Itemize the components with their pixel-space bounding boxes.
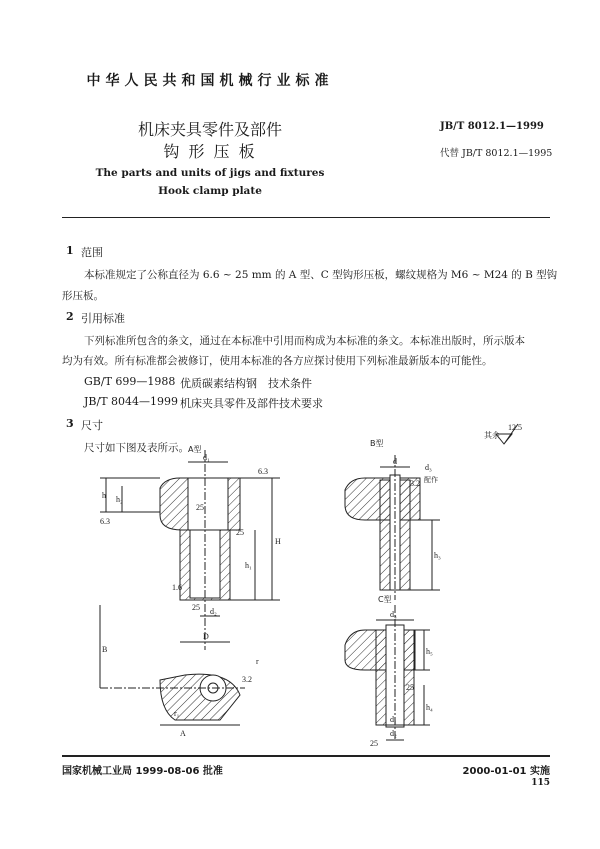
dim-d2-c: d₂ xyxy=(390,729,397,738)
technical-drawing xyxy=(0,420,600,750)
section-1-title: 范围 xyxy=(81,246,103,259)
dim-d4: d₄ xyxy=(390,610,397,619)
type-c-view xyxy=(345,605,430,740)
section-2-body: 下列标准所包含的条文，通过在本标准中引用而构成为本标准的条文。本标准出版时，所示版本 xyxy=(84,335,525,347)
roughness-25a: 25 xyxy=(196,503,204,512)
type-a-plan-view xyxy=(100,605,245,725)
dim-D: D xyxy=(203,632,209,641)
type-a-front-view xyxy=(100,450,280,650)
roughness-63b: 6.3 xyxy=(100,517,110,526)
roughness-63a: 6.3 xyxy=(258,467,268,476)
section-2-title: 引用标准 xyxy=(81,312,125,325)
approval-info: 国家机械工业局 1999-08-06 批准 xyxy=(62,766,223,777)
section-2-body-cont: 均为有效。所有标准都会被修订，使用本标准的各方应探讨使用下列标准最新版本的可能性。 xyxy=(62,355,493,367)
dim-h1: h₁ xyxy=(245,561,252,570)
dim-B: B xyxy=(102,645,108,654)
replaces-standard: 代替 JB/T 8012.1—1995 xyxy=(440,148,553,159)
ref-code-1: GB/T 699—1988 xyxy=(84,375,176,388)
roughness-value: 12.5 xyxy=(508,423,522,432)
ref-name-1: 优质碳素结构钢 技术条件 xyxy=(180,377,312,390)
section-3-title: 尺寸 xyxy=(81,419,103,432)
section-3-number: 3 xyxy=(66,417,74,430)
title-cn-1: 机床夹具零件及部件 xyxy=(137,120,282,139)
dim-h2: h₂ xyxy=(116,495,123,504)
note-match: 配作 xyxy=(424,476,438,484)
dim-d: d xyxy=(393,457,397,466)
ref-name-2: 机床夹具零件及部件技术要求 xyxy=(180,397,323,410)
dim-h5: h₅ xyxy=(426,647,433,656)
roughness-25-c1: 25 xyxy=(406,683,414,692)
dim-d3: d₃ xyxy=(425,463,432,472)
section-1-number: 1 xyxy=(66,244,74,257)
dim-d1-c: d₁ xyxy=(390,715,397,724)
standard-number: JB/T 8012.1—1999 xyxy=(440,121,544,132)
dim-h3: h₃ xyxy=(434,551,441,560)
issuer: 中华人民共和国机械行业标准 xyxy=(86,73,334,89)
roughness-25b: 25 xyxy=(236,528,244,537)
type-b-label: B型 xyxy=(370,439,384,448)
dim-r: r xyxy=(256,657,259,666)
dim-H: H xyxy=(275,537,281,546)
roughness-25c: 25 xyxy=(192,603,200,612)
section-3-body: 尺寸如下图及表所示。 xyxy=(84,442,189,454)
dim-r1: r₁ xyxy=(174,709,180,718)
roughness-25-c2: 25 xyxy=(370,739,378,748)
title-cn-2: 钩 形 压 板 xyxy=(163,142,257,161)
dim-d2: d₂ xyxy=(210,607,217,616)
title-en-2: Hook clamp plate xyxy=(158,185,262,197)
type-c-label: C型 xyxy=(378,595,392,604)
section-1-body-cont: 形压板。 xyxy=(62,290,104,302)
section-1-body: 本标准规定了公称直径为 6.6 ~ 25 mm 的 A 型、C 型钩形压板，螺纹规格为 M6 ~ M24 的 B 型钩 xyxy=(84,269,558,281)
dim-h4: h₄ xyxy=(426,703,433,712)
dim-d1: d₁ xyxy=(203,453,210,462)
title-en-1: The parts and units of jigs and fixtures xyxy=(95,167,325,179)
roughness-32: 3.2 xyxy=(242,675,252,684)
section-2-number: 2 xyxy=(66,310,74,323)
roughness-32-b: 3.2 xyxy=(410,479,420,488)
page-number: 115 xyxy=(531,778,550,788)
effective-date: 2000-01-01 实施 xyxy=(462,766,550,777)
dim-h: h xyxy=(102,491,106,500)
dim-A: A xyxy=(180,729,186,738)
ref-code-2: JB/T 8044—1999 xyxy=(84,395,179,408)
roughness-note: 其余 xyxy=(484,431,500,440)
roughness-16: 1.6 xyxy=(172,583,182,592)
type-a-label: A型 xyxy=(188,445,202,454)
